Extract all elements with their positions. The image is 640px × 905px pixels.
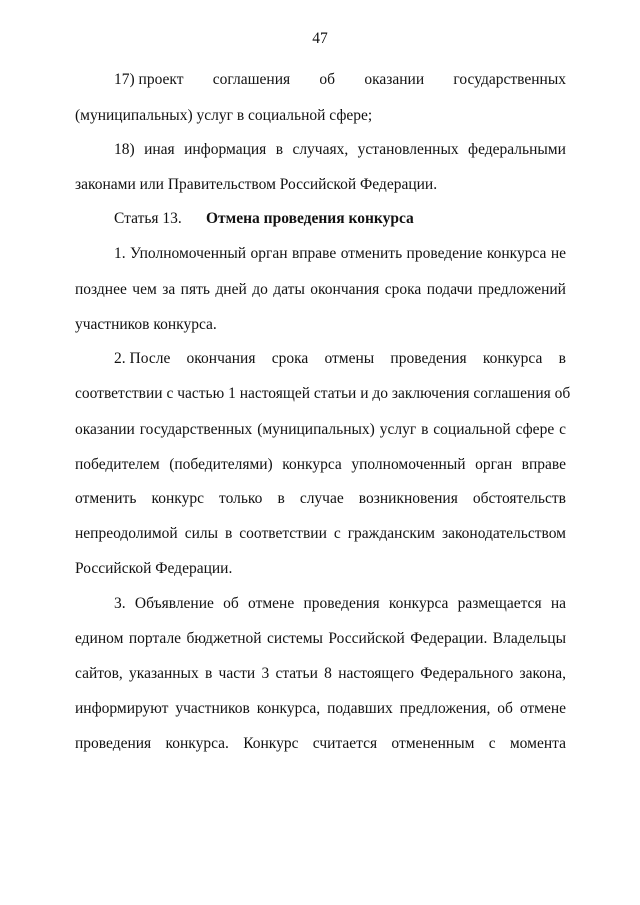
word: отменить [75,490,137,507]
item-18-line-1 [114,140,566,160]
word: 2. После [114,350,171,367]
word: оказании [364,71,425,88]
article-title: Отмена проведения конкурса [206,210,414,227]
word: случае [299,490,344,507]
word: срока [271,350,309,367]
word: в [277,490,285,507]
page-number: 47 [312,30,328,47]
paragraph-2-line-1 [114,349,566,369]
paragraph-2-line-3: оказании государственных (муниципальных) услуг в социальной сфере с [75,421,566,438]
word: случаях, [292,141,349,158]
paragraph-2-line-7: Российской Федерации. [75,560,233,577]
word: отмененным [391,735,475,752]
word: считается [312,735,378,752]
paragraph-3-line-5 [75,734,566,754]
word: конкурса [482,350,543,367]
word: в [275,141,284,158]
paragraph-1-line-3: участников конкурса. [75,316,217,333]
word: государственных [453,71,566,88]
paragraph-1-line-2: позднее чем за пять дней до даты окончания срока подачи предложений [75,281,566,298]
paragraph-2-line-2: соответствии с частью 1 настоящей статьи и до заключения соглашения об [75,385,571,402]
paragraph-3-line-4: информируют участников конкурса, подавших предложения, об отмене [75,700,567,717]
paragraph-3-line-1: 3. Объявление об отмене проведения конкурса размещается на [114,595,566,612]
word: с [488,735,496,752]
paragraph-2-line-4: победителем (победителями) конкурса уполномоченный орган вправе [75,456,566,473]
article-heading [114,209,414,229]
word: Конкурс [243,735,299,752]
word: окончания [186,350,256,367]
word: информация [184,141,267,158]
word: соглашения [212,71,291,88]
word: в [558,350,566,367]
paragraph-2-line-5 [75,489,566,509]
item-18-line-2: законами или Правительством Российской Федерации. [75,176,438,193]
item-17-line-2: (муниципальных) услуг в социальной сфере; [75,107,373,124]
word: момента [509,735,566,752]
word: установленных [357,141,459,158]
word: отмены [324,350,375,367]
word: проведения [75,735,152,752]
article-label: Статья 13. [114,210,182,227]
paragraph-3-line-2: едином портале бюджетной системы Российской Федерации. Владельцы [75,630,567,647]
word: конкурс [151,490,204,507]
word: возникновения [358,490,458,507]
word: 18) [114,141,135,158]
word: об [319,71,336,88]
word: федеральными [468,141,566,158]
paragraph-3-line-3: сайтов, указанных в части 3 статьи 8 настоящего Федерального закона, [75,665,567,682]
word: иная [144,141,175,158]
word: проведения [390,350,467,367]
word: 17) проект [114,71,184,88]
paragraph-1-line-1: 1. Уполномоченный орган вправе отменить проведение конкурса не [114,245,567,262]
word: конкурса. [165,735,229,752]
word: только [219,490,263,507]
word: обстоятельств [472,490,566,507]
paragraph-2-line-6: непреодолимой силы в соответствии с гражданским законодательством [75,525,566,542]
item-17-line-1 [114,70,566,90]
